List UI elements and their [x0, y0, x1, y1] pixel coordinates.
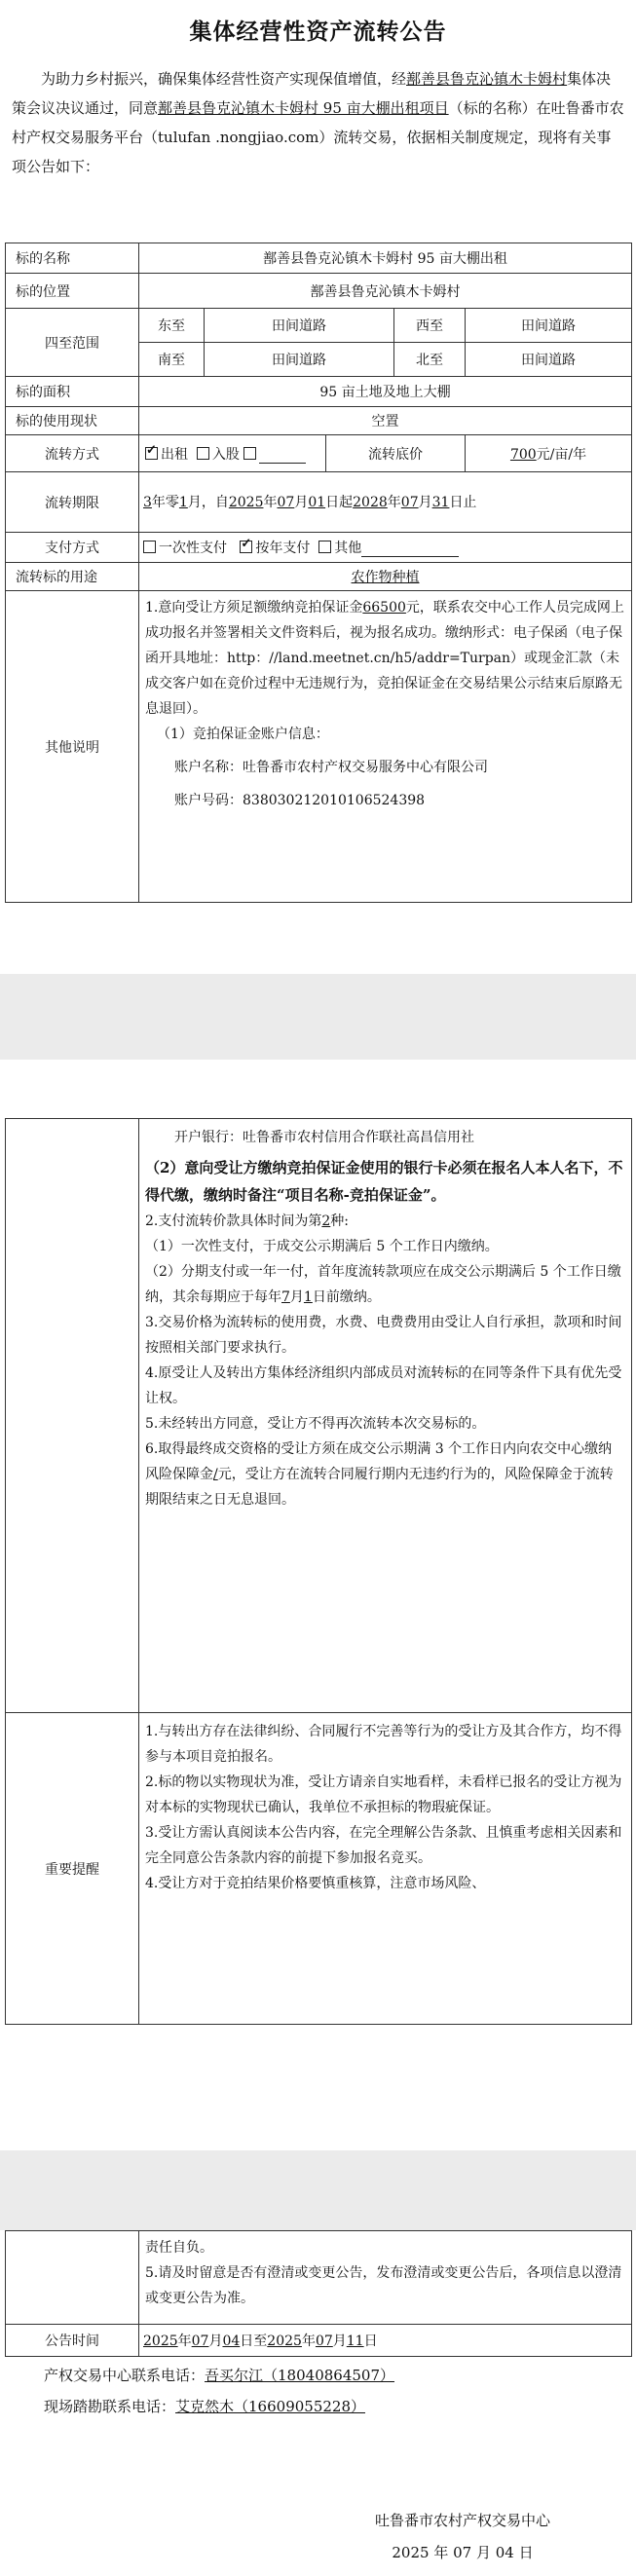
row-area: 标的面积 95 亩土地及地上大棚: [6, 377, 632, 407]
important-notes-cont: 责任自负。 5.请及时留意是否有澄清或变更公告，发布澄清或变更公告后，各项信息以澄清或变更公告为准。: [139, 2231, 632, 2325]
checkbox-annual: [240, 541, 252, 553]
row-name: 标的名称 鄯善县鲁克沁镇木卡姆村 95 亩大棚出租: [6, 243, 632, 274]
row-time: 公告时间 2025年07月04日至2025年07月11日: [6, 2325, 632, 2357]
row-mode: 流转方式 ✓ 出租 入股 流转底价 700元/亩/年: [6, 435, 632, 472]
row-important: 重要提醒 1.与转出方存在法律纠纷、合同履行不完善等行为的受让方及其合作方，均不得参与本项目竞拍报名。 2.标的物以实物现状为准，受让方请亲自实地看样，未看样已报名的受让方视为对本标的实物现状已确认，我单位不承担标的物瑕疵保证。 3.受让方需认真阅读本公告内容，在完全理解公告条款、且慎重考虑相关因素和完全同意公告条款内容的前提下参加报名竞买。 4.受让方对于竞拍结果价格要慎重核算，注意市场风险、: [6, 1713, 632, 2025]
other-notes-cont: 开户银行：吐鲁番市农村信用合作联社高昌信用社 （2）意向受让方缴纳竞拍保证金使用的银行卡必须在报名人本人名下，不得代缴，缴纳时备注“项目名称-竞拍保证金”。 2.支付流转价款具体时间为第2种: （1）一次性支付，于成交公示期满后 5 个工作日内缴纳。 （2）分期支付或一年一付，首年度流转款项应在成交公示期满后 5 个工作日缴纳，其余每期应于每年7月1日前缴纳。 3.交易价格为流转标的使用费，水费、电费费用由受让人自行承担，款项和时间按照相关部门要求执行。 4.原受让人及转出方集体经济组织内部成员对流转标的在同等条件下具有优先受让权。 5.未经转出方同意，受让方不得再次流转本次交易标的。 6.取得最终成交资格的受让方须在成交公示期满 3 个工作日内向农交中心缴纳风险保障金/元，受让方在流转合同履行期内无违约行为的，风险保障金于流转期限结束之日无息退回。: [139, 1119, 632, 1713]
blank-line: [259, 449, 306, 464]
notice-time: 2025年07月04日至2025年07月11日: [139, 2325, 632, 2357]
row-usage: 流转标的用途 农作物种植: [6, 563, 632, 591]
row-other-notes: 其他说明 1.意向受让方须足额缴纳竞拍保证金66500元，联系农交中心工作人员完成网上成功报名并签署相关文件资料后，视为报名成功。缴纳形式：电子保函（电子保函开具地址：http：//land.meetnet.cn/h5/addr=Turpan）或现金汇款（未成交客户如在竞价过程中无违规行为，竞拍保证金在交易结果公示结束后原路无息退回）。 （1）竞拍保证金账户信息： 账户名称：吐鲁番市农村产权交易服务中心有限公司 账户号码：838030212010106524398: [6, 591, 632, 903]
page-2: [0, 1060, 636, 2150]
payment-options: 一次性支付 ✓ 按年支付 其他: [139, 533, 632, 563]
center-contact: 产权交易中心联系电话：吾买尔江（18040864507）: [44, 2367, 394, 2384]
page-3: [0, 2230, 636, 2576]
row-bounds-1: 四至范围 东至 田间道路 西至 田间道路: [6, 309, 632, 343]
checkbox-rent: [145, 447, 158, 460]
signature-org: 吐鲁番市农村产权交易中心: [374, 2512, 550, 2529]
notice-table-end: [5, 2230, 632, 2357]
mode-options: ✓ 出租 入股: [139, 435, 326, 472]
checkbox-lump-sum: [143, 541, 156, 553]
important-notes: 1.与转出方存在法律纠纷、合同履行不完善等行为的受让方及其合作方，均不得参与本项目竞拍报名。 2.标的物以实物现状为准，受让方请亲自实地看样，未看样已报名的受让方视为对本标的实物现状已确认，我单位不承担标的物瑕疵保证。 3.受让方需认真阅读本公告内容，在完全理解公告条款、且慎重考虑相关因素和完全同意公告条款内容的前提下参加报名竞买。 4.受让方对于竞拍结果价格要慎重核算，注意市场风险、: [139, 1713, 632, 2025]
page-gap: [0, 974, 636, 1060]
row-location: 标的位置 鄯善县鲁克沁镇木卡姆村: [6, 274, 632, 309]
row-important-cont: [6, 2231, 632, 2325]
other-notes: 1.意向受让方须足额缴纳竞拍保证金66500元，联系农交中心工作人员完成网上成功报名并签署相关文件资料后，视为报名成功。缴纳形式：电子保函（电子保函开具地址：http：//land.meetnet.cn/h5/addr=Turpan）或现金汇款（未成交客户如在竞价过程中无违规行为，竞拍保证金在交易结果公示结束后原路无息退回）。 （1）竞拍保证金账户信息： 账户名称：吐鲁番市农村产权交易服务中心有限公司 账户号码：838030212010106524398: [139, 591, 632, 903]
row-status: 标的使用现状 空置: [6, 407, 632, 435]
row-bounds-2: 南至 田间道路 北至 田间道路: [6, 343, 632, 377]
page-1: [0, 0, 636, 974]
page-title: 集体经营性资产流转公告: [189, 19, 447, 45]
checkbox-other-pay: [318, 541, 331, 553]
notice-table: [5, 243, 632, 903]
row-payment: 支付方式 一次性支付 ✓ 按年支付 其他: [6, 533, 632, 563]
notice-table-cont: [5, 1118, 632, 2025]
row-term: 流转期限 3年零1月，自2025年07月01日起2028年07月31日止: [6, 472, 632, 533]
signature-date: 2025 年 07 月 04 日: [392, 2544, 534, 2561]
blank-line: [361, 542, 459, 557]
site-contact: 现场踏勘联系电话：艾克然木（16609055228）: [44, 2398, 365, 2415]
row-other-notes-cont: [6, 1119, 632, 1713]
checkbox-other-mode: [243, 447, 256, 460]
term-text: 3年零1月，自2025年07月01日起2028年07月31日止: [139, 472, 632, 533]
intro-paragraph: 为助力乡村振兴，确保集体经营性资产实现保值增值，经鄯善县鲁克沁镇木卡姆村集体决策会议决议通过，同意鄯善县鲁克沁镇木卡姆村 95 亩大棚出租项目（标的名称）在吐鲁番市农村产权交易服务平台（tulufan .nongjiao.com）流转交易，依据相关制度规定，现将有关事项公告如下：: [12, 70, 624, 175]
page-gap: [0, 2150, 636, 2230]
checkbox-share: [197, 447, 209, 460]
